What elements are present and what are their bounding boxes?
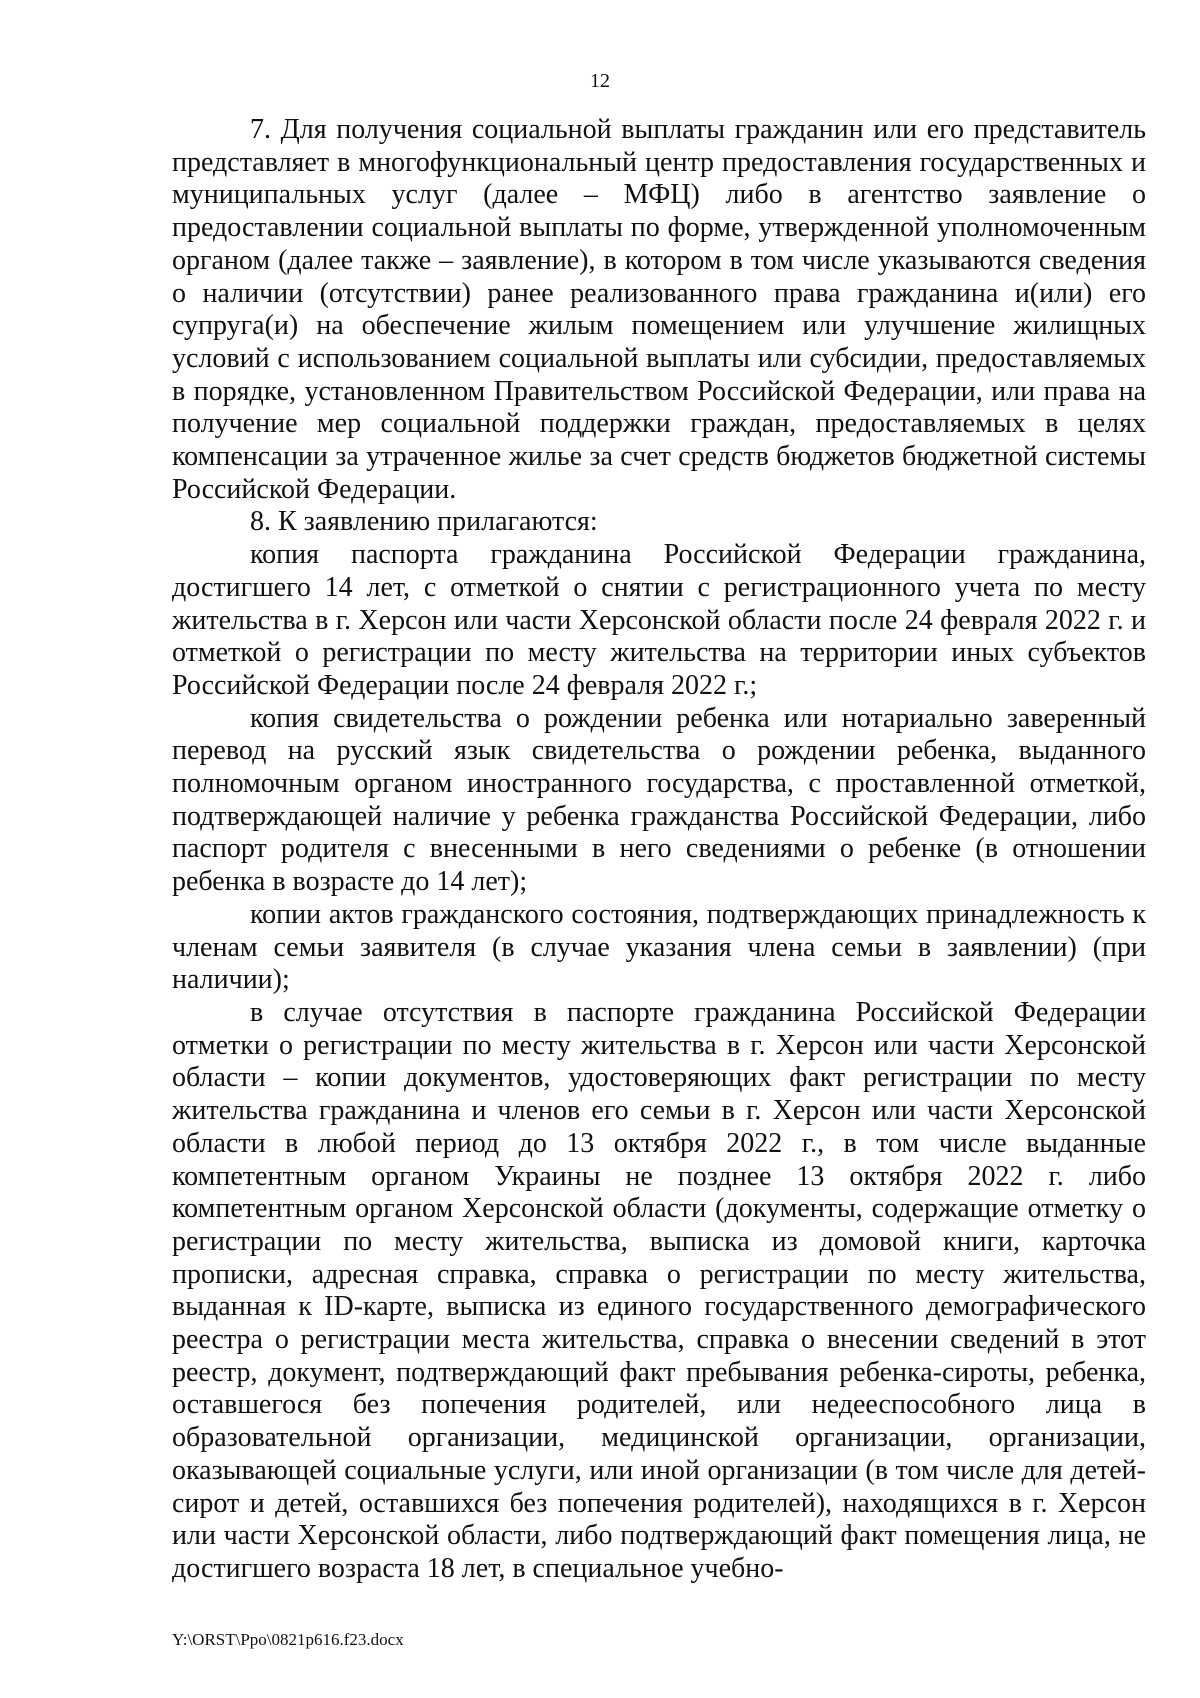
paragraph-civil-status-acts: копии актов гражданского состояния, подтверждающих принадлежность к членам семьи заявителя (в случае указания члена семьи в заявлении) (при наличии); [172, 898, 1146, 996]
paragraph-birth-certificate: копия свидетельства о рождении ребенка или нотариально заверенный перевод на русский язык свидетельства о рождении ребенка, выданного полномочным органом иностранного государства, с проставленной отметкой, подтверждающей наличие у ребенка гражданства Российской Федерации, либо паспорт родителя с внесенными в него сведениями о ребенке (в отношении ребенка в возрасте до 14 лет); [172, 702, 1146, 898]
paragraph-registration-documents: в случае отсутствия в паспорте гражданина Российской Федерации отметки о регистрации по месту жительства в г. Херсон или части Херсонской области – копии документов, удостоверяющих факт регистрации по месту жительства гражданина и членов его семьи в г. Херсон или части Херсонской области в любой период до 13 октября 2022 г., в том числе выданные компетентным органом Украины не позднее 13 октября 2022 г. либо компетентным органом Херсонской области (документы, содержащие отметку о регистрации по месту жительства, выписка из домовой книги, карточка прописки, адресная справка, справка о регистрации по месту жительства, выданная к ID-карте, выписка из единого государственного демографического реестра о регистрации места жительства, справка о внесении сведений в этот реестр, документ, подтверждающий факт пребывания ребенка-сироты, ребенка, оставшегося без попечения родителей, или недееспособного лица в образовательной организации, медицинской организации, организации, оказывающей социальные услуги, или иной организации (в том числе для детей-сирот и детей, оставшихся без попечения родителей), находящихся в г. Херсон или части Херсонской области, либо подтверждающий факт помещения лица, не достигшего возраста 18 лет, в специальное учебно- [172, 996, 1146, 1584]
paragraph-passport-copy: копия паспорта гражданина Российской Федерации гражданина, достигшего 14 лет, с отметкой о снятии с регистрационного учета по месту жительства в г. Херсон или части Херсонской области после 24 февраля 2022 г. и отметкой о регистрации по месту жительства на территории иных субъектов Российской Федерации после 24 февраля 2022 г.; [172, 539, 1146, 701]
page-number: 12 [590, 70, 610, 92]
paragraph-7-application: 7. Для получения социальной выплаты гражданин или его представитель представляет в многофункциональный центр предоставления государственных и муниципальных услуг (далее – МФЦ) либо в агентство заявление о предоставлении социальной выплаты по форме, утвержденной уполномоченным органом (далее также – заявление), в котором в том числе указываются сведения о наличии (отсутствии) ранее реализованного права гражданина и(или) его супруга(и) на обеспечение жилым помещением или улучшение жилищных условий с использованием социальной выплаты или субсидии, предоставляемых в порядке, установленном Правительством Российской Федерации, или права на получение мер социальной поддержки граждан, предоставляемых в целях компенсации за утраченное жилье за счет средств бюджетов бюджетной системы Российской Федерации. [172, 114, 1146, 505]
paragraph-8-attachments-heading: 8. К заявлению прилагаются: [250, 506, 598, 538]
document-body [172, 114, 1146, 1586]
footer-file-path: Y:\ORST\Ppo\0821p616.f23.docx [172, 1630, 404, 1649]
